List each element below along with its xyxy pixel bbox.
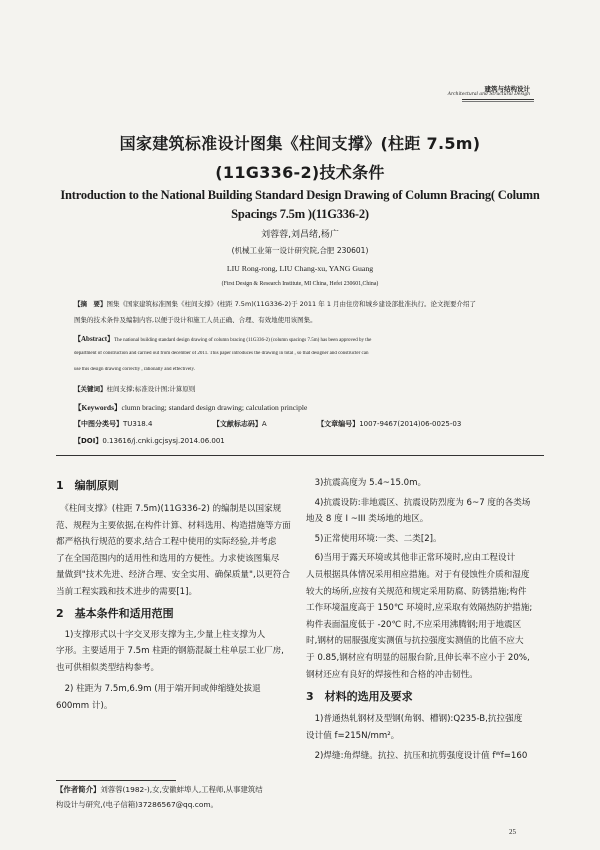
author-note-label: 【作者简介】 (56, 785, 101, 794)
authors-en: LIU Rong-rong, LIU Chang-xu, YANG Guang (226, 264, 374, 273)
right-line: 工作环境温度高于 150℃ 环境时,应采取有效隔热防护措施; (306, 603, 533, 614)
abstract-en-line-3: use this design drawing correctly , rationally and effectively. (74, 367, 195, 372)
footnote-rule (56, 780, 176, 781)
section-1-line: 范、规程为主要依据,在构件计算、材料选用、构造措施等方面 (56, 520, 291, 531)
section-1-line: 《柱间支撑》(柱距 7.5m)(11G336-2) 的编制是以国家规 (56, 504, 282, 514)
right-line: 4)抗震设防:非地震区、抗震设防烈度为 6~7 度的各类场 (306, 497, 531, 508)
section-1-line: 量做到"技术先进、经济合理、安全实用、确保质量",以更符合 (56, 570, 291, 581)
right-line: 较大的场所,应按有关规范和规定采用防腐、防锈措施;构件 (306, 586, 527, 597)
abstract-cn-line-2: 图集的技术条件及编制内容,以便于设计和施工人员正确、合理、有效地使用该图集。 (74, 316, 317, 324)
english-title-line-2: Spacings 7.5m )(11G336-2) (231, 207, 369, 221)
section-2-line: 也可供相似类型结构参考。 (56, 662, 160, 673)
section-1-line: 当前工程实践和技术进步的需要[1]。 (56, 586, 198, 597)
section-2-line: 字形。主要适用于 7.5m 柱距的钢筋混凝土柱单层工业厂房, (56, 646, 284, 657)
abstract-en-label: 【Abstract】 (74, 335, 115, 343)
document-code: A (261, 420, 267, 428)
right-column (306, 475, 544, 765)
classification-row: 【中图分类号】TU318.4 【文献标志码】A 【文章编号】1007-9467(2014)06-0025-03 (74, 420, 462, 428)
section-2-line: 2) 柱距为 7.5m,6.9m (用于端开间或伸缩缝处拔退 (56, 684, 261, 695)
paper-title-line-1: 国家建筑标准设计图集《柱间支撑》(柱距 7.5m) (119, 134, 481, 153)
right-line: 构件表面温度低于 -20℃ 时,不应采用沸腾钢;用于地震区 (306, 619, 522, 630)
right-line: 人员根据具体情况采用相应措施。对于有侵蚀性介质和湿度 (306, 569, 530, 580)
section-3-heading: 3 材料的选用及要求 (306, 690, 413, 704)
right-line: 钢材还应有良好的焊接性和合格的冲击韧性。 (306, 669, 478, 680)
journal-header-title: 建筑与结构设计 (484, 85, 530, 93)
doi-value: 0.13616/j.cnki.gcjsysj.2014.06.001 (102, 437, 225, 445)
right-line: 3)抗震高度为 5.4~15.0m。 (306, 478, 427, 488)
keywords-cn: 【关键词】柱间支撑;标准设计图;计算原则 (74, 385, 196, 393)
section-2-heading: 2 基本条件和适用范围 (56, 606, 174, 620)
header-rule-thin (462, 101, 534, 102)
clc-number: TU318.4 (123, 420, 153, 428)
section-3-line: 设计值 f=215N/mm²。 (306, 730, 400, 741)
affiliation-en: (First Design & Research Institute, MI China, Hefei 230601,China) (221, 281, 379, 287)
abstract-cn-line-1: 【摘 要】图集《国家建筑标准图集《柱间支撑》(柱距 7.5m)(11G336-2)于 2011 年 1 月由住房和城乡建设部批准执行。论文扼要介绍了 (74, 300, 477, 308)
abstract-en-line-2: department of construction and carried out from december of 2011. This paper introduces the drawing in total , so that designer and constructer can (74, 351, 369, 356)
doi-row: 【DOI】0.13616/j.cnki.gcjsysj.2014.06.001 (74, 437, 225, 445)
section-2-line: 600mm 计)。 (56, 700, 113, 711)
right-line: 时,钢材的屈服强度实测值与抗拉强度实测值的比值不应大 (306, 636, 524, 647)
keywords-en: 【Keywords】clumn bracing; standard design drawing; calculation principle (74, 403, 308, 412)
section-3-line: 1)普通热轧钢材及型钢(角钢、槽钢):Q235-B,抗拉强度 (306, 714, 523, 725)
keywords-cn-label: 【关键词】 (74, 385, 107, 393)
article-id: 1007-9467(2014)06-0025-03 (359, 420, 462, 428)
section-3-line: 2)焊缝:角焊缝。抗拉、抗压和抗剪强度设计值 fᵂf=160 (306, 751, 528, 762)
abstract-divider (56, 455, 544, 456)
authors-cn: 刘蓉蓉,刘昌绪,杨广 (261, 230, 339, 240)
section-1-line: 了在全国范围内的适用性和选用的方便性。力求使该图集尽 (56, 553, 280, 564)
right-line: 6)当用于露天环境或其他非正常环境时,应由工程设计 (306, 553, 516, 564)
abstract-en-line-1: 【Abstract】The national building standard design drawing of column bracing (11G336-2) (column spacings 7.5m) has been approved by the (74, 335, 372, 343)
page-number: 25 (509, 828, 516, 836)
english-title-line-1: Introduction to the National Building Standard Design Drawing of Column Bracing( Column (60, 188, 540, 202)
section-1-heading: 1 编制原则 (56, 479, 119, 492)
left-column (56, 477, 294, 715)
section-2-line: 1)支撑形式以十字交叉形支撑为主,少量上柱支撑为人 (56, 629, 266, 640)
section-1-line: 都严格执行规范的要求,结合工程中使用的实际经验,并考虑 (56, 537, 277, 548)
paper-title-line-2: (11G336-2)技术条件 (215, 163, 385, 182)
right-line: 于 0.85,钢材应有明显的屈服台阶,且伸长率不应小于 20%, (306, 652, 530, 663)
author-note: 【作者简介】刘蓉蓉(1982-),女,安徽蚌埠人,工程师,从事建筑结 构设计与研究,(电子信箱)37286567@qq.com。 (56, 785, 263, 809)
right-line: 地及 8 度 I ~III 类场地的地区。 (306, 514, 429, 525)
keywords-en-label: 【Keywords】 (74, 403, 122, 412)
affiliation-cn: (机械工业第一设计研究院,合肥 230601) (231, 246, 369, 255)
right-line: 5)正常使用环境:一类、二类[2]。 (306, 533, 442, 544)
abstract-cn-label: 【摘 要】 (74, 300, 107, 308)
header-rule (462, 99, 534, 100)
journal-header-subtitle: Architectural and Structural Design (447, 92, 530, 97)
